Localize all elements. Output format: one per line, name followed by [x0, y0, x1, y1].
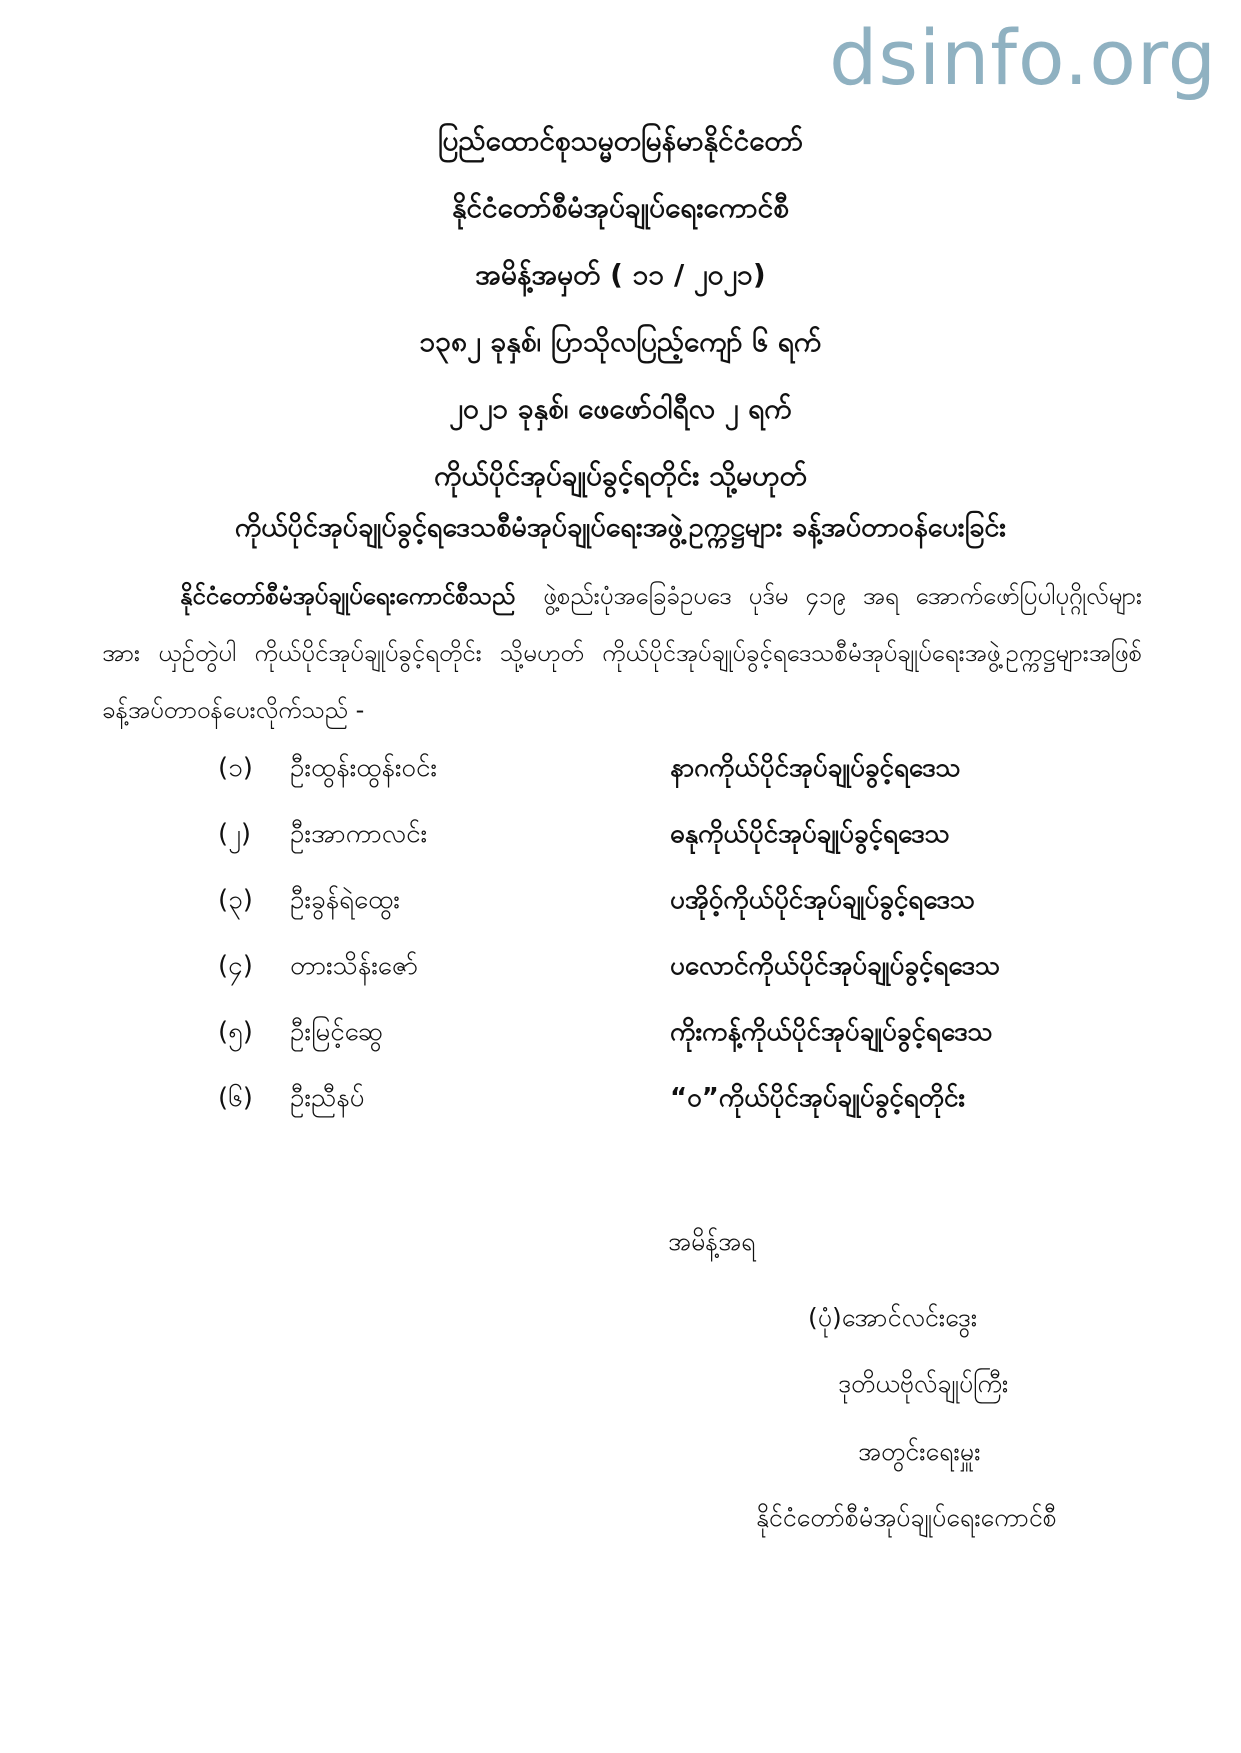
list-item	[0, 946, 1241, 986]
gregorian-date: ၂၀၂၁ ခုနှစ်၊ ဖေဖော်ဝါရီလ ၂ ရက်	[449, 392, 792, 425]
item-number: (၅)	[218, 1017, 253, 1047]
signatory-organization: နိုင်ငံတော်စီမံအုပ်ချုပ်ရေးကောင်စီ	[756, 1503, 1057, 1532]
list-item	[0, 880, 1241, 920]
appointee-name: တားသိန်းဇော်	[290, 951, 419, 981]
body-text: ဖွဲ့စည်းပုံအခြေခံဥပဒေ ပုဒ်မ ၄၁၉ အရ အောက်ဖော်ပြပါပုဂ္ဂိုလ်များအား ယှဉ်တွဲပါ ကိုယ်ပိုင်အုပ်ချုပ်ခွင့်ရတိုင်း သို့မဟုတ် ကိုယ်ပိုင်အုပ်ချုပ်ခွင့်ရဒေသစီမံအုပ်ချုပ်ရေးအဖွဲ့ဥက္ကဋ္ဌများအဖြစ် ခန့်အပ်တာဝန်ပေးလိုက်သည် -	[102, 582, 1142, 724]
list-item	[0, 748, 1241, 788]
country-title: ပြည်ထောင်စုသမ္မတမြန်မာနိုင်ငံတော်	[437, 124, 804, 157]
item-number: (၃)	[218, 885, 253, 915]
assigned-region: “ဝ”ကိုယ်ပိုင်အုပ်ချုပ်ခွင့်ရတိုင်း	[670, 1083, 966, 1113]
signatory-rank: ဒုတိယဗိုလ်ချုပ်ကြီး	[838, 1369, 1009, 1398]
list-item	[0, 814, 1241, 854]
body-paragraph	[102, 568, 1142, 739]
item-number: (၂)	[218, 819, 252, 849]
subject-line-2: ကိုယ်ပိုင်အုပ်ချုပ်ခွင့်ရဒေသစီမံအုပ်ချုပ်ရေးအဖွဲ့ဥက္ကဋ္ဌများ ခန့်အပ်တာဝန်ပေးခြင်း	[234, 512, 1007, 543]
assigned-region: နာဂကိုယ်ပိုင်အုပ်ချုပ်ခွင့်ရဒေသ	[670, 753, 961, 783]
body-lead: နိုင်ငံတော်စီမံအုပ်ချုပ်ရေးကောင်စီသည်	[180, 582, 516, 610]
by-order-label: အမိန့်အရ	[668, 1227, 756, 1256]
assigned-region: ကိုးကန့်ကိုယ်ပိုင်အုပ်ချုပ်ခွင့်ရဒေသ	[670, 1017, 993, 1047]
signatory-title: အတွင်းရေးမှူး	[858, 1437, 981, 1466]
myanmar-date: ၁၃၈၂ ခုနှစ်၊ ပြာသိုလပြည့်ကျော် ၆ ရက်	[419, 325, 822, 358]
council-title: နိုင်ငံတော်စီမံအုပ်ချုပ်ရေးကောင်စီ	[452, 191, 789, 224]
subject-line-1: ကိုယ်ပိုင်အုပ်ချုပ်ခွင့်ရတိုင်း သို့မဟုတ်	[434, 459, 807, 492]
appointee-name: ဦးညီနပ်	[290, 1083, 365, 1113]
signatory-name: (ပုံ)အောင်လင်းဒွေး	[808, 1303, 978, 1332]
appointee-name: ဦးအာကာလင်း	[290, 819, 428, 849]
appointee-name: ဦးထွန်းထွန်းဝင်း	[290, 753, 438, 783]
item-number: (၄)	[218, 951, 253, 981]
assigned-region: ဓနုကိုယ်ပိုင်အုပ်ချုပ်ခွင့်ရဒေသ	[670, 819, 950, 849]
item-number: (၆)	[218, 1083, 253, 1113]
list-item	[0, 1012, 1241, 1052]
assigned-region: ပလောင်ကိုယ်ပိုင်အုပ်ချုပ်ခွင့်ရဒေသ	[670, 951, 1001, 981]
item-number: (၁)	[218, 753, 253, 783]
order-number: အမိန့်အမှတ် ( ၁၁ / ၂၀၂၁)	[475, 258, 766, 291]
list-item	[0, 1078, 1241, 1118]
appointee-name: ဦးမြင့်ဆွေ	[290, 1017, 383, 1047]
appointee-name: ဦးခွန်ရဲထွေး	[290, 885, 400, 915]
assigned-region: ပအိုဝ့်ကိုယ်ပိုင်အုပ်ချုပ်ခွင့်ရဒေသ	[670, 885, 975, 915]
watermark-logo-text: dsinfo.org	[829, 13, 1217, 102]
